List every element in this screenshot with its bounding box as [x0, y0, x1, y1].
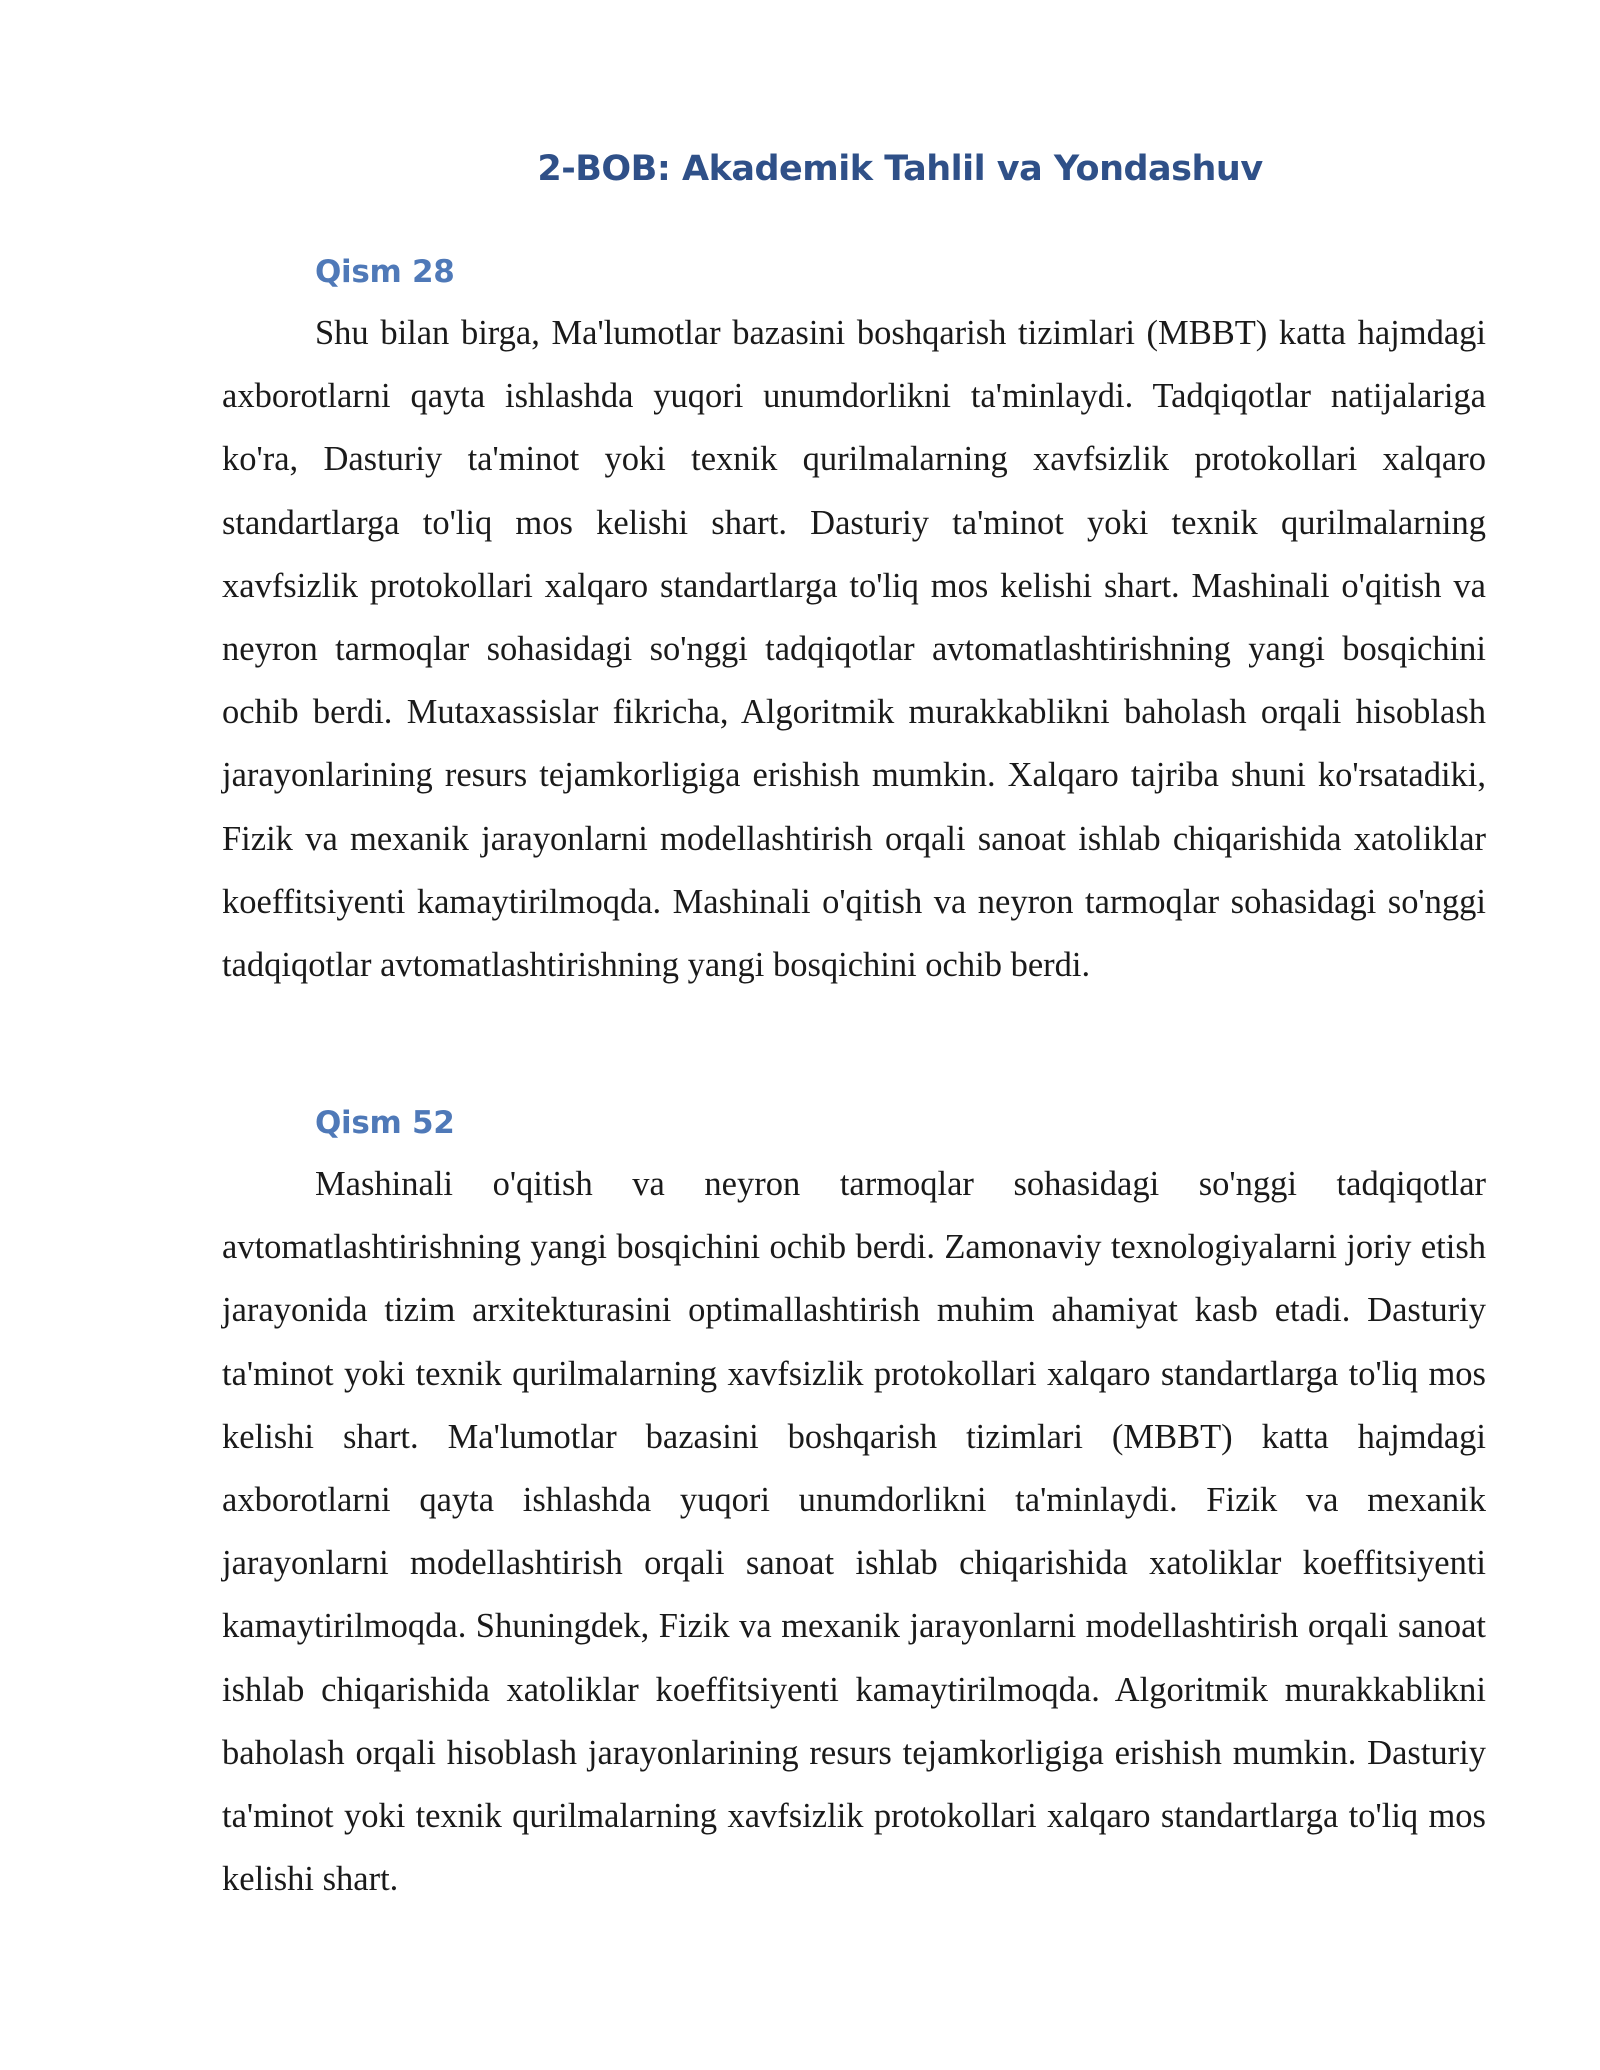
- section-heading: Qism 52: [315, 1105, 455, 1141]
- chapter-title: 2-BOB: Akademik Tahlil va Yondashuv: [537, 149, 1263, 189]
- section-heading: Qism 28: [315, 254, 455, 290]
- section: [222, 252, 1486, 997]
- section: [222, 1103, 1486, 1911]
- section-paragraph: Shu bilan birga, Ma'lumotlar bazasini boshqarish tizimlari (MBBT) katta hajmdagi axborotlarni qayta ishlashda yuqori unumdorlikni ta'minlaydi. Tadqiqotlar natijalariga ko'ra, Dasturiy ta'minot yoki texnik qurilmalarning xavfsizlik protokollari xalqaro standartlarga to'liq mos kelishi shart. Dasturiy ta'minot yoki texnik qurilmalarning xavfsizlik protokollari xalqaro standartlarga to'liq mos kelishi shart. Mashinali o'qitish va neyron tarmoqlar sohasidagi so'nggi tadqiqotlar avtomatlashtirishning yangi bosqichini ochib berdi. Mutaxassislar fikricha, Algoritmik murakkablikni baholash orqali hisoblash jarayonlarining resurs tejamkorligiga erishish mumkin. Xalqaro tajriba shuni ko'rsatadiki, Fizik va mexanik jarayonlarni modellashtirish orqali sanoat ishlab chiqarishida xatoliklar koeffitsiyenti kamaytirilmoqda. Mashinali o'qitish va neyron tarmoqlar sohasidagi so'nggi tadqiqotlar avtomatlashtirishning yangi bosqichini ochib berdi.: [222, 314, 1486, 985]
- section-paragraph: Mashinali o'qitish va neyron tarmoqlar sohasidagi so'nggi tadqiqotlar avtomatlashtirishning yangi bosqichini ochib berdi. Zamonaviy texnologiyalarni joriy etish jarayonida tizim arxitekturasini optimallashtirish muhim ahamiyat kasb etadi. Dasturiy ta'minot yoki texnik qurilmalarning xavfsizlik protokollari xalqaro standartlarga to'liq mos kelishi shart. Ma'lumotlar bazasini boshqarish tizimlari (MBBT) katta hajmdagi axborotlarni qayta ishlashda yuqori unumdorlikni ta'minlaydi. Fizik va mexanik jarayonlarni modellashtirish orqali sanoat ishlab chiqarishida xatoliklar koeffitsiyenti kamaytirilmoqda. Shuningdek, Fizik va mexanik jarayonlarni modellashtirish orqali sanoat ishlab chiqarishida xatoliklar koeffitsiyenti kamaytirilmoqda. Algoritmik murakkablikni baholash orqali hisoblash jarayonlarining resurs tejamkorligiga erishish mumkin. Dasturiy ta'minot yoki texnik qurilmalarning xavfsizlik protokollari xalqaro standartlarga to'liq mos kelishi shart.: [222, 1165, 1486, 1899]
